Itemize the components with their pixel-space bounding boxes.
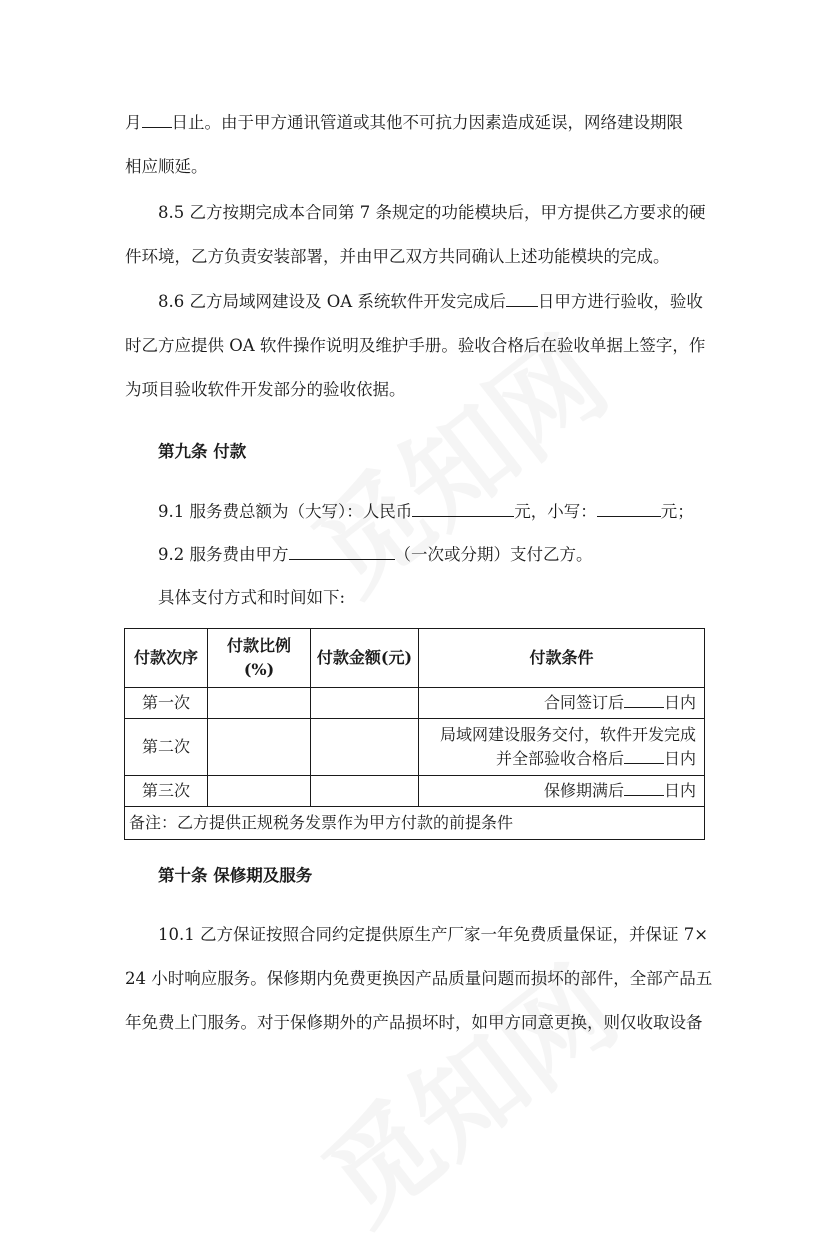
payment-intro: 具体支付方式和时间如下: bbox=[158, 588, 346, 607]
text: 日内 bbox=[663, 781, 696, 800]
clause-10-1-line: 10.1 乙方保证按照合同约定提供原生产厂家一年免费质量保证，并保证 7× bbox=[158, 925, 709, 944]
text: 元； bbox=[660, 502, 694, 521]
table-cell bbox=[208, 776, 311, 807]
table-header: 付款比例(%) bbox=[208, 629, 311, 688]
table-note: 备注：乙方提供正规税务发票作为甲方付款的前提条件 bbox=[125, 807, 705, 840]
text: 日内 bbox=[663, 749, 696, 768]
table-cell: 第一次 bbox=[125, 688, 208, 719]
fill-blank bbox=[624, 749, 664, 764]
clause-8-6-line: 时乙方应提供 OA 软件操作说明及维护手册。验收合格后在验收单据上签字，作 bbox=[125, 336, 706, 355]
table-cell bbox=[208, 688, 311, 719]
clause-10-1-line: 年免费上门服务。对于保修期外的产品损坏时，如甲方同意更换，则仅收取设备 bbox=[125, 1013, 703, 1032]
text: 保修期满后 bbox=[543, 781, 624, 800]
table-note-row bbox=[125, 807, 705, 840]
table-row bbox=[125, 776, 705, 807]
clause-9-1 bbox=[158, 502, 694, 522]
text: 8.6 乙方局域网建设及 OA 系统软件开发完成后 bbox=[158, 292, 506, 311]
table-header: 付款次序 bbox=[125, 629, 208, 688]
text: 局域网建设服务交付，软件开发完成 bbox=[439, 725, 696, 744]
fill-blank bbox=[412, 502, 514, 517]
table-row bbox=[125, 719, 705, 776]
table-cell bbox=[208, 719, 311, 776]
clause-8-5-line: 件环境，乙方负责安装部署，并由甲乙双方共同确认上述功能模块的完成。 bbox=[125, 247, 670, 266]
fill-blank bbox=[624, 693, 664, 708]
fill-blank bbox=[506, 292, 538, 307]
clause-10-1-line: 24 小时响应服务。保修期内免费更换因产品质量问题而损坏的部件，全部产品五 bbox=[125, 969, 713, 988]
article-10-title: 第十条 保修期及服务 bbox=[158, 866, 313, 885]
text: 日内 bbox=[663, 693, 696, 712]
text: 月 bbox=[125, 113, 142, 132]
clause-8-5-line: 8.5 乙方按期完成本合同第 7 条规定的功能模块后，甲方提供乙方要求的硬 bbox=[158, 203, 706, 222]
fill-blank bbox=[624, 781, 664, 796]
text: 9.1 服务费总额为（大写）：人民币 bbox=[158, 502, 413, 521]
table-cell bbox=[419, 719, 705, 776]
table-cell bbox=[311, 688, 419, 719]
table-header: 付款金额(元) bbox=[311, 629, 419, 688]
fill-blank bbox=[142, 113, 172, 128]
clause-9-2 bbox=[158, 545, 593, 565]
clause-8-6-line bbox=[158, 292, 703, 312]
table-cell: 第二次 bbox=[125, 719, 208, 776]
table-cell: 第三次 bbox=[125, 776, 208, 807]
text: （一次或分期）支付乙方。 bbox=[394, 545, 593, 564]
text: 日甲方进行验收，验收 bbox=[537, 292, 703, 311]
table-cell bbox=[311, 776, 419, 807]
article-9-title: 第九条 付款 bbox=[158, 442, 247, 461]
text: 合同签订后 bbox=[543, 693, 624, 712]
table-cell bbox=[419, 688, 705, 719]
payment-table bbox=[124, 628, 705, 840]
table-cell bbox=[419, 776, 705, 807]
table-header: 付款条件 bbox=[419, 629, 705, 688]
table-row bbox=[125, 688, 705, 719]
clause-8-6-line: 为项目验收软件开发部分的验收依据。 bbox=[125, 380, 406, 399]
text: 日止。由于甲方通讯管道或其他不可抗力因素造成延误，网络建设期限 bbox=[171, 113, 683, 132]
text: 元，小写： bbox=[514, 502, 597, 521]
paragraph-line bbox=[125, 113, 683, 133]
table-cell bbox=[311, 719, 419, 776]
text: 并全部验收合格后 bbox=[495, 749, 624, 768]
table-header-row bbox=[125, 629, 705, 688]
paragraph-line: 相应顺延。 bbox=[125, 157, 208, 176]
fill-blank bbox=[289, 545, 395, 560]
fill-blank bbox=[597, 502, 661, 517]
text: 9.2 服务费由甲方 bbox=[158, 545, 289, 564]
